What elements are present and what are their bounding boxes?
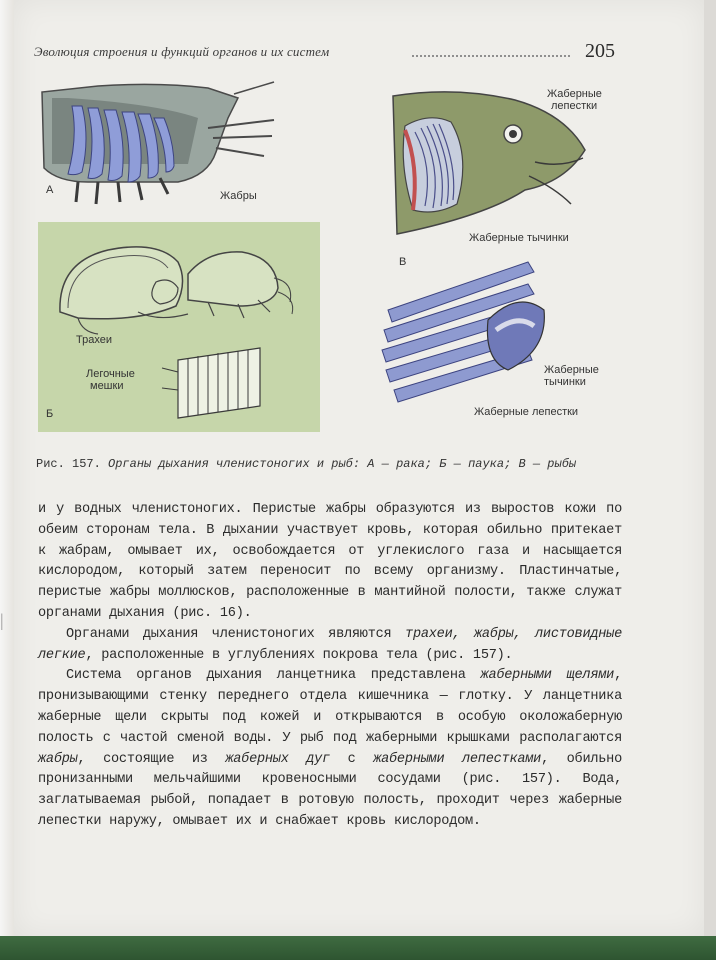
figure-panel-b xyxy=(38,222,320,437)
label-gill-rakers-2b: тычинки xyxy=(544,376,586,388)
gill-arch-illustration xyxy=(378,250,558,420)
label-tracheae: Трахеи xyxy=(76,334,112,346)
panel-letter-v: В xyxy=(399,256,407,268)
p2-text-c: , расположенные в углублениях покрова тела (рис. 157). xyxy=(85,647,513,663)
panel-letter-b: Б xyxy=(46,408,54,420)
paragraph-2 xyxy=(38,625,622,667)
label-gill-filaments-2: Жаберные лепестки xyxy=(474,406,579,418)
figure-panel-v-fish xyxy=(385,86,602,268)
paragraph-1: и у водных членистоногих. Перистые жабры образуются из выростов кожи по обеим сторонам тела. В дыхании участвует кровь, которая обильно притекает к жабрам, омывает их, освобождается от углекислого газа и насыщается кислородом, который затем переносит по всему организму. Пластинчатые, перистые жабры моллюсков, расположенные в мантийной полости, также служат органами дыхания (рис. 16). xyxy=(38,502,622,621)
book-cover-edge xyxy=(0,936,716,960)
label-gill-filaments-2: лепестки xyxy=(551,100,598,112)
spider-illustration xyxy=(38,222,320,432)
page-gutter xyxy=(0,0,14,960)
label-gills: Жабры xyxy=(220,190,257,202)
paragraph-3 xyxy=(38,666,622,832)
page-number: 205 xyxy=(585,40,615,62)
panel-letter-a: А xyxy=(46,184,54,196)
label-lung-sacs-1: Легочные xyxy=(86,368,135,380)
p3-text-c: , пронизывающими стенку переднего отдела кишечника — глотку. У ланцетника жаберные щели скрыты под кожей и открываются в особую околожаберную полость с частой сменой воды. У рыб под жаберными крышками располагаются xyxy=(38,668,622,746)
label-gill-filaments-1: Жаберные xyxy=(547,88,602,100)
p3-term-gill-slits: жаберными щелями xyxy=(480,668,615,684)
p3-term-gills: жабры xyxy=(38,751,78,767)
header-rule xyxy=(412,55,570,57)
p3-text-g: с xyxy=(329,751,374,767)
caption-part-2: В — рыбы xyxy=(518,457,577,471)
figure-panel-v-gill-arch xyxy=(378,250,599,425)
label-gill-rakers-2a: Жаберные xyxy=(544,364,599,376)
page-edge-mark: | xyxy=(0,610,4,630)
p3-term-gill-arches: жаберных дуг xyxy=(225,751,330,767)
p3-text-i: , обильно пронизанными мельчайшими кровеносными сосудами (рис. 157). Вода, заглатываемая рыбой, попадает в ротовую полость, проходит через жаберные лепестки наружу, омывает их и снабжает кровь кислородом. xyxy=(38,751,622,829)
label-gill-rakers: Жаберные тычинки xyxy=(469,232,569,244)
figure-caption xyxy=(36,456,622,472)
caption-lead: Рис. 157. xyxy=(36,457,101,471)
figure-panel-a xyxy=(38,78,278,215)
p3-text-a: Система органов дыхания ланцетника представлена xyxy=(66,668,481,684)
p2-term: трахеи, жабры, листовидные легкие xyxy=(38,626,622,663)
caption-part-1: А — рака; Б — паука; xyxy=(367,457,512,471)
label-lung-sacs-2: мешки xyxy=(90,380,124,392)
caption-title: Органы дыхания членистоногих и рыб: xyxy=(108,457,361,471)
body-text xyxy=(38,500,622,833)
p3-text-e: , состоящие из xyxy=(77,751,226,767)
p3-term-gill-filaments: жаберными лепестками xyxy=(373,751,542,767)
running-title: Эволюция строения и функций органов и их систем xyxy=(34,44,330,59)
p2-text-a: Органами дыхания членистоногих являются xyxy=(66,626,406,642)
